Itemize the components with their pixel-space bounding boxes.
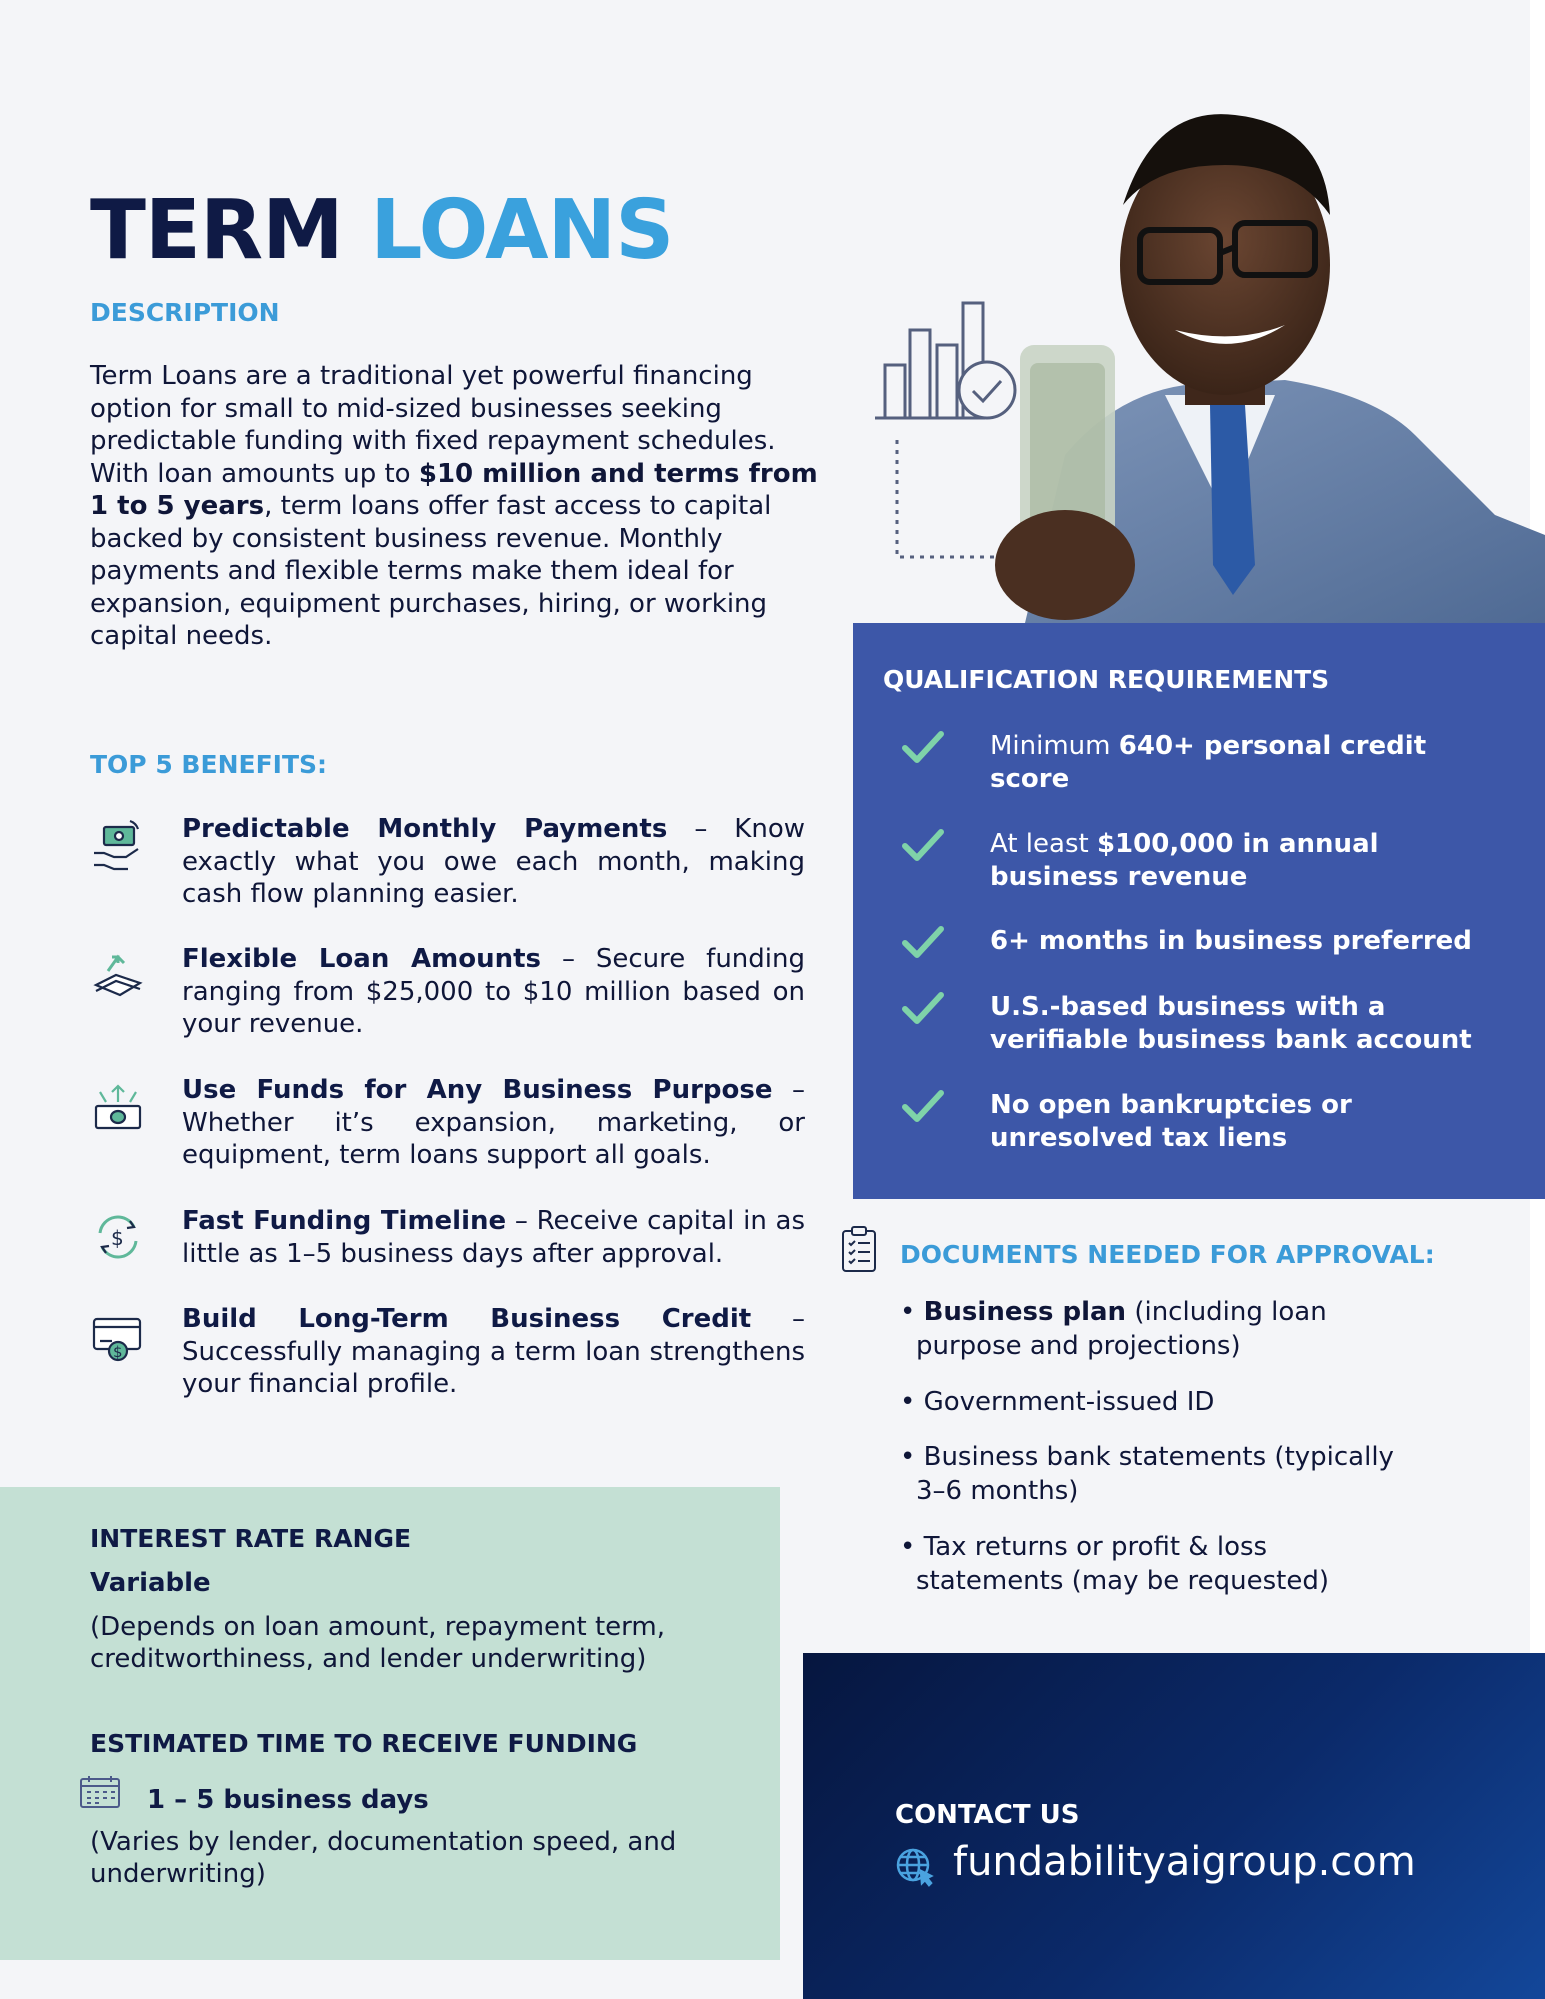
svg-text:$: $ xyxy=(111,1226,124,1250)
qualification-text xyxy=(990,1089,1501,1154)
benefit-text xyxy=(182,1205,805,1270)
benefit-title: Build Long-Term Business Credit xyxy=(182,1304,752,1334)
check-icon xyxy=(901,828,945,893)
qualification-bold: $100,000 in annual business revenue xyxy=(990,829,1379,892)
qualification-text xyxy=(990,730,1501,795)
benefit-desc: – Successfully managing a term loan strengthens your financial profile. xyxy=(182,1304,805,1399)
interest-value: Variable xyxy=(90,1568,211,1598)
title-part-loans: LOANS xyxy=(370,183,674,278)
rate-funding-box xyxy=(0,1487,780,1960)
description-text xyxy=(90,360,825,653)
qualification-text xyxy=(990,991,1501,1056)
document-line1: (including loan xyxy=(1126,1297,1327,1327)
qualification-item xyxy=(901,828,1501,893)
check-icon xyxy=(901,1089,945,1154)
document-line1: Business bank statements (typically xyxy=(923,1442,1394,1472)
credit-card-dollar-icon xyxy=(90,1303,182,1401)
benefit-text xyxy=(182,1303,805,1401)
document-item: • Business bank statements (typically 3–6 months) xyxy=(900,1440,1460,1508)
interest-heading: INTEREST RATE RANGE xyxy=(90,1524,412,1553)
benefit-desc: – Whether it’s expansion, marketing, or equipment, term loans support all goals. xyxy=(182,1075,805,1170)
cash-arrows-icon xyxy=(90,1074,182,1172)
qualification-bold: 6+ months in business preferred xyxy=(990,926,1472,956)
hero-photo xyxy=(855,95,1545,623)
qualifications-panel xyxy=(853,623,1545,1199)
document-line2: statements (may be requested) xyxy=(916,1566,1329,1596)
qualification-pre: At least xyxy=(990,829,1097,859)
globe-icon xyxy=(895,1847,935,1887)
document-line1: Government-issued ID xyxy=(923,1387,1215,1417)
funding-heading: ESTIMATED TIME TO RECEIVE FUNDING xyxy=(90,1729,638,1758)
payment-hand-icon xyxy=(90,813,182,911)
interest-note: (Depends on loan amount, repayment term, creditworthiness, and lender underwriting) xyxy=(90,1612,665,1674)
qualification-pre: Minimum xyxy=(990,731,1119,761)
document-line2: 3–6 months) xyxy=(916,1476,1079,1506)
benefit-title: Predictable Monthly Payments xyxy=(182,814,668,844)
benefit-desc: – Know exactly what you owe each month, making cash flow planning easier. xyxy=(182,814,805,909)
qualification-item xyxy=(901,730,1501,795)
funding-value: 1 – 5 business days xyxy=(147,1785,429,1815)
contact-heading: CONTACT US xyxy=(895,1800,1080,1830)
dollar-cycle-icon xyxy=(90,1205,182,1270)
benefit-desc: – Receive capital in as little as 1–5 business days after approval. xyxy=(182,1206,805,1269)
money-growth-icon xyxy=(90,943,182,1041)
benefit-item xyxy=(90,943,805,1041)
benefit-text xyxy=(182,813,805,911)
qualification-bold: U.S.-based business with a verifiable business bank account xyxy=(990,992,1472,1055)
document-item: • Government-issued ID xyxy=(900,1387,1215,1417)
title-part-term: TERM xyxy=(90,183,343,278)
benefit-text xyxy=(182,943,805,1041)
checklist-icon xyxy=(840,1225,880,1277)
benefit-item xyxy=(90,1303,805,1401)
qualification-bold: 640+ personal credit score xyxy=(990,731,1427,794)
qualification-text xyxy=(990,925,1472,965)
website-link[interactable]: fundabilityaigroup.com xyxy=(953,1839,1416,1885)
description-text-bold: $10 million and terms from 1 to 5 years xyxy=(90,458,818,521)
benefit-title: Use Funds for Any Business Purpose xyxy=(182,1075,773,1105)
check-icon xyxy=(901,925,945,965)
benefit-title: Fast Funding Timeline xyxy=(182,1206,507,1236)
description-text-end: , term loans offer fast access to capital backed by consistent business revenue. Monthly payments and flexible terms make them ideal for expansion, equipment purchases, hiring, or working capital needs. xyxy=(90,491,772,651)
description-text-start: Term Loans are a traditional yet powerful financing option for small to mid-sized businesses seeking predictable funding with fixed repayment schedules. With loan amounts up to xyxy=(90,361,776,489)
document-line1: Tax returns or profit & loss xyxy=(923,1532,1268,1562)
check-icon xyxy=(901,991,945,1056)
document-item: • Business plan (including loan purpose and projections) xyxy=(900,1295,1460,1363)
benefit-title: Flexible Loan Amounts xyxy=(182,944,542,974)
description-heading: DESCRIPTION xyxy=(90,298,280,327)
qualification-text xyxy=(990,828,1501,893)
document-bold: Business plan xyxy=(923,1297,1127,1327)
funding-note: (Varies by lender, documentation speed, and underwriting) xyxy=(90,1827,677,1889)
benefits-heading: TOP 5 BENEFITS: xyxy=(90,750,327,779)
calendar-icon xyxy=(78,1774,122,1814)
chart-check-icon xyxy=(875,303,1015,418)
benefit-item xyxy=(90,1205,805,1270)
benefit-item xyxy=(90,1074,805,1172)
document-line2: purpose and projections) xyxy=(916,1331,1241,1361)
qualification-item xyxy=(901,991,1501,1056)
documents-heading: DOCUMENTS NEEDED FOR APPROVAL: xyxy=(900,1240,1435,1269)
svg-text:$: $ xyxy=(113,1343,123,1361)
qualifications-heading: QUALIFICATION REQUIREMENTS xyxy=(883,665,1330,694)
benefit-text xyxy=(182,1074,805,1172)
benefit-desc: – Secure funding ranging from $25,000 to $10 million based on your revenue. xyxy=(182,944,805,1039)
qualification-item xyxy=(901,925,1501,965)
benefit-item xyxy=(90,813,805,911)
check-icon xyxy=(901,730,945,795)
document-item: • Tax returns or profit & loss statements (may be requested) xyxy=(900,1530,1460,1598)
qualification-bold: No open bankruptcies or unresolved tax liens xyxy=(990,1090,1352,1153)
qualification-item xyxy=(901,1089,1501,1154)
page-title xyxy=(90,183,674,278)
contact-panel xyxy=(803,1653,1545,1999)
